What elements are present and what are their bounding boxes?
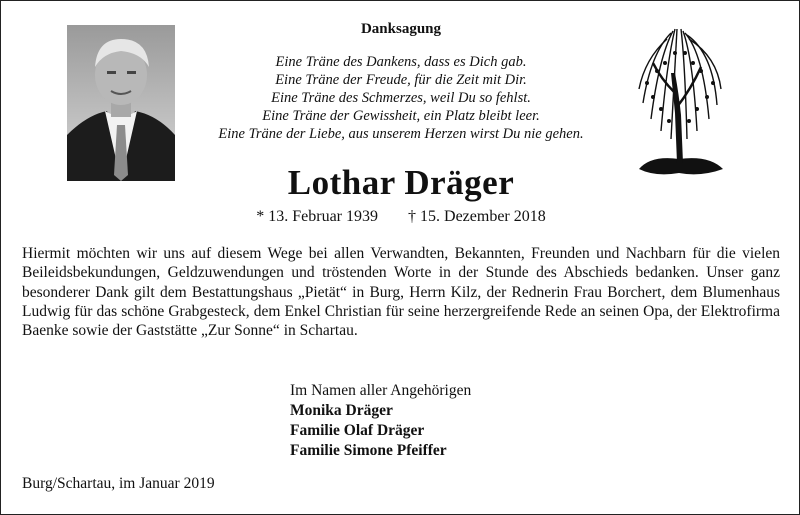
signoff <box>290 381 650 461</box>
poem-line: Eine Träne der Gewissheit, ein Platz bleibt leer. <box>262 108 540 124</box>
birth-date: * 13. Februar 1939 <box>256 208 379 225</box>
weeping-willow-icon <box>631 23 727 179</box>
place-date: Burg/Schartau, im Januar 2019 <box>22 475 215 492</box>
thank-you-text: Hiermit möchten wir uns auf diesem Wege bei allen Verwandten, Bekannten, Freunden und Nachbarn für die vielen Beileidsbekundungen, Geldzuwendungen und tröstenden Worte in der Stunde des Abschieds bedanken. Unser ganz besonderer Dank gilt dem Bestattungshaus „Pietät“ in Burg, Herrn Kilz, der Rednerin Frau Borchert, dem Blumenhaus Ludwig für das schöne Grabgesteck, dem Enkel Christian für seine herzergreifende Rede an seinen Opa, der Elektrofirma Baenke sowie der Gaststätte „Zur Sonne“ in Schartau. <box>22 245 780 340</box>
poem-line: Eine Träne des Dankens, dass es Dich gab. <box>275 54 527 70</box>
portrait-photo <box>67 25 175 181</box>
family-name: Familie Simone Pfeiffer <box>290 442 447 459</box>
poem-line: Eine Träne des Schmerzes, weil Du so fehlst. <box>271 90 531 106</box>
death-date: † 15. Dezember 2018 <box>408 208 546 225</box>
signoff-intro: Im Namen aller Angehörigen <box>290 382 472 399</box>
deceased-name: Lothar Dräger <box>287 163 515 202</box>
header-title: Danksagung <box>360 21 442 37</box>
poem-line: Eine Träne der Freude, für die Zeit mit Dir. <box>275 72 527 88</box>
poem <box>171 53 631 143</box>
poem-line: Eine Träne der Liebe, aus unserem Herzen wirst Du nie gehen. <box>218 126 584 142</box>
family-name: Monika Dräger <box>290 402 393 419</box>
family-name: Familie Olaf Dräger <box>290 422 425 439</box>
life-dates <box>171 208 631 226</box>
